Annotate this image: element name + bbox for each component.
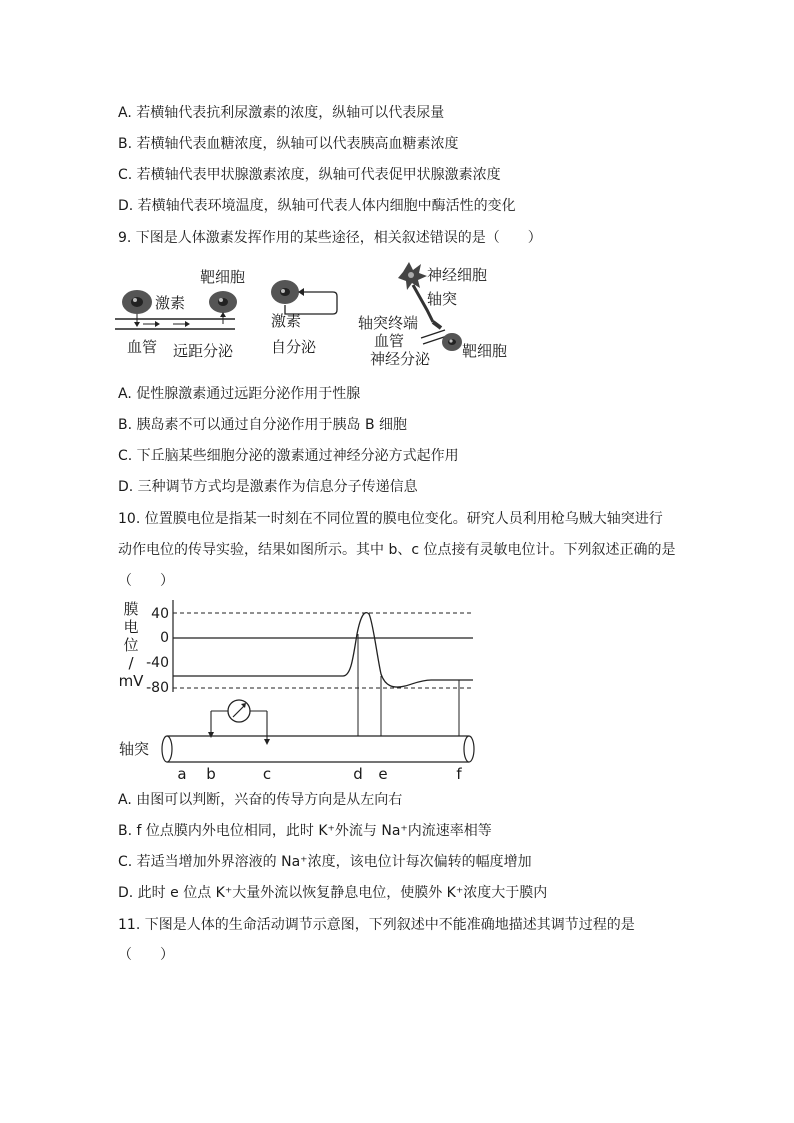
q9-option-a: A. 促性腺激素通过远距分泌作用于性腺 <box>118 386 361 402</box>
q9-option-b: B. 胰岛素不可以通过自分泌作用于胰岛 B 细胞 <box>118 417 408 433</box>
axon-label: 轴突 <box>119 740 150 758</box>
q10-membrane-potential-figure <box>115 596 485 786</box>
q9-stem: 9. 下图是人体激素发挥作用的某些途径，相关叙述错误的是（ ） <box>118 230 542 246</box>
caption-neurosecretion: 神经分泌 <box>370 350 431 368</box>
ylabel-char-4: mV <box>118 672 144 690</box>
neurosecretion-panel <box>358 262 507 368</box>
q10-option-c: C. 若适当增加外界溶液的 Na⁺浓度，该电位计每次偏转的幅度增加 <box>118 854 532 870</box>
ylabel-char-0: 膜 <box>123 600 139 618</box>
label-hormone-2: 激素 <box>271 312 302 330</box>
ytick-0: 0 <box>160 630 169 646</box>
y-axis-label <box>119 600 145 690</box>
q10-option-a: A. 由图可以判断，兴奋的传导方向是从左向右 <box>118 792 403 808</box>
point-label-a: a <box>177 765 187 783</box>
label-axon-terminal: 轴突终端 <box>358 314 419 332</box>
potential-curve <box>173 613 473 687</box>
label-target-cell-3: 靶细胞 <box>462 342 508 360</box>
q10-stem-line-3: （ ） <box>118 573 174 589</box>
q10-stem-line-1: 10. 位置膜电位是指某一时刻在不同位置的膜电位变化。研究人员利用枪乌贼大轴突进行 <box>118 511 663 527</box>
q10-option-d: D. 此时 e 位点 K⁺大量外流以恢复静息电位，使膜外 K⁺浓度大于膜内 <box>118 885 548 901</box>
point-label-d: d <box>353 765 363 783</box>
caption-autocrine: 自分泌 <box>271 338 317 356</box>
axon-right-end <box>464 736 474 762</box>
autocrine-panel <box>271 280 337 356</box>
q8-option-b: B. 若横轴代表血糖浓度，纵轴可以代表胰高血糖素浓度 <box>118 136 459 152</box>
ylabel-char-2: 位 <box>123 636 139 654</box>
point-label-f: f <box>456 765 462 783</box>
label-axon: 轴突 <box>427 290 458 308</box>
axon-left-end <box>162 736 172 762</box>
distant-secretion-panel <box>115 268 245 360</box>
label-hormone-1: 激素 <box>155 294 186 312</box>
ytick-minus80: -80 <box>146 680 169 696</box>
ylabel-char-3: / <box>128 654 134 672</box>
q8-option-d: D. 若横轴代表环境温度，纵轴可代表人体内细胞中酶活性的变化 <box>118 198 516 214</box>
point-label-e: e <box>378 765 388 783</box>
label-neuron: 神经细胞 <box>427 266 488 284</box>
q9-option-d: D. 三种调节方式均是激素作为信息分子传递信息 <box>118 479 418 495</box>
point-label-b: b <box>206 765 216 783</box>
q11-stem-line-2: （ ） <box>118 947 174 963</box>
q11-stem-line-1: 11. 下图是人体的生命活动调节示意图，下列叙述中不能准确地描述其调节过程的是 <box>118 917 635 933</box>
ytick-40: 40 <box>151 606 169 622</box>
label-vessel-3: 血管 <box>374 332 405 350</box>
q10-option-b: B. f 位点膜内外电位相同，此时 K⁺外流与 Na⁺内流速率相等 <box>118 823 492 839</box>
q8-option-a: A. 若横轴代表抗利尿激素的浓度，纵轴可以代表尿量 <box>118 105 445 121</box>
q10-stem-line-2: 动作电位的传导实验，结果如图所示。其中 b、c 位点接有灵敏电位计。下列叙述正确的是 <box>118 542 676 558</box>
label-vessel-1: 血管 <box>127 338 158 356</box>
q9-hormone-pathways-figure <box>115 258 515 373</box>
ytick-minus40: -40 <box>146 655 169 671</box>
q9-option-c: C. 下丘脑某些细胞分泌的激素通过神经分泌方式起作用 <box>118 448 459 464</box>
point-label-c: c <box>262 765 272 783</box>
q8-option-c: C. 若横轴代表甲状腺激素浓度，纵轴可代表促甲状腺激素浓度 <box>118 167 501 183</box>
caption-distant-secretion: 远距分泌 <box>173 342 234 360</box>
label-target-cell-1: 靶细胞 <box>200 268 246 286</box>
ylabel-char-1: 电 <box>123 618 139 636</box>
